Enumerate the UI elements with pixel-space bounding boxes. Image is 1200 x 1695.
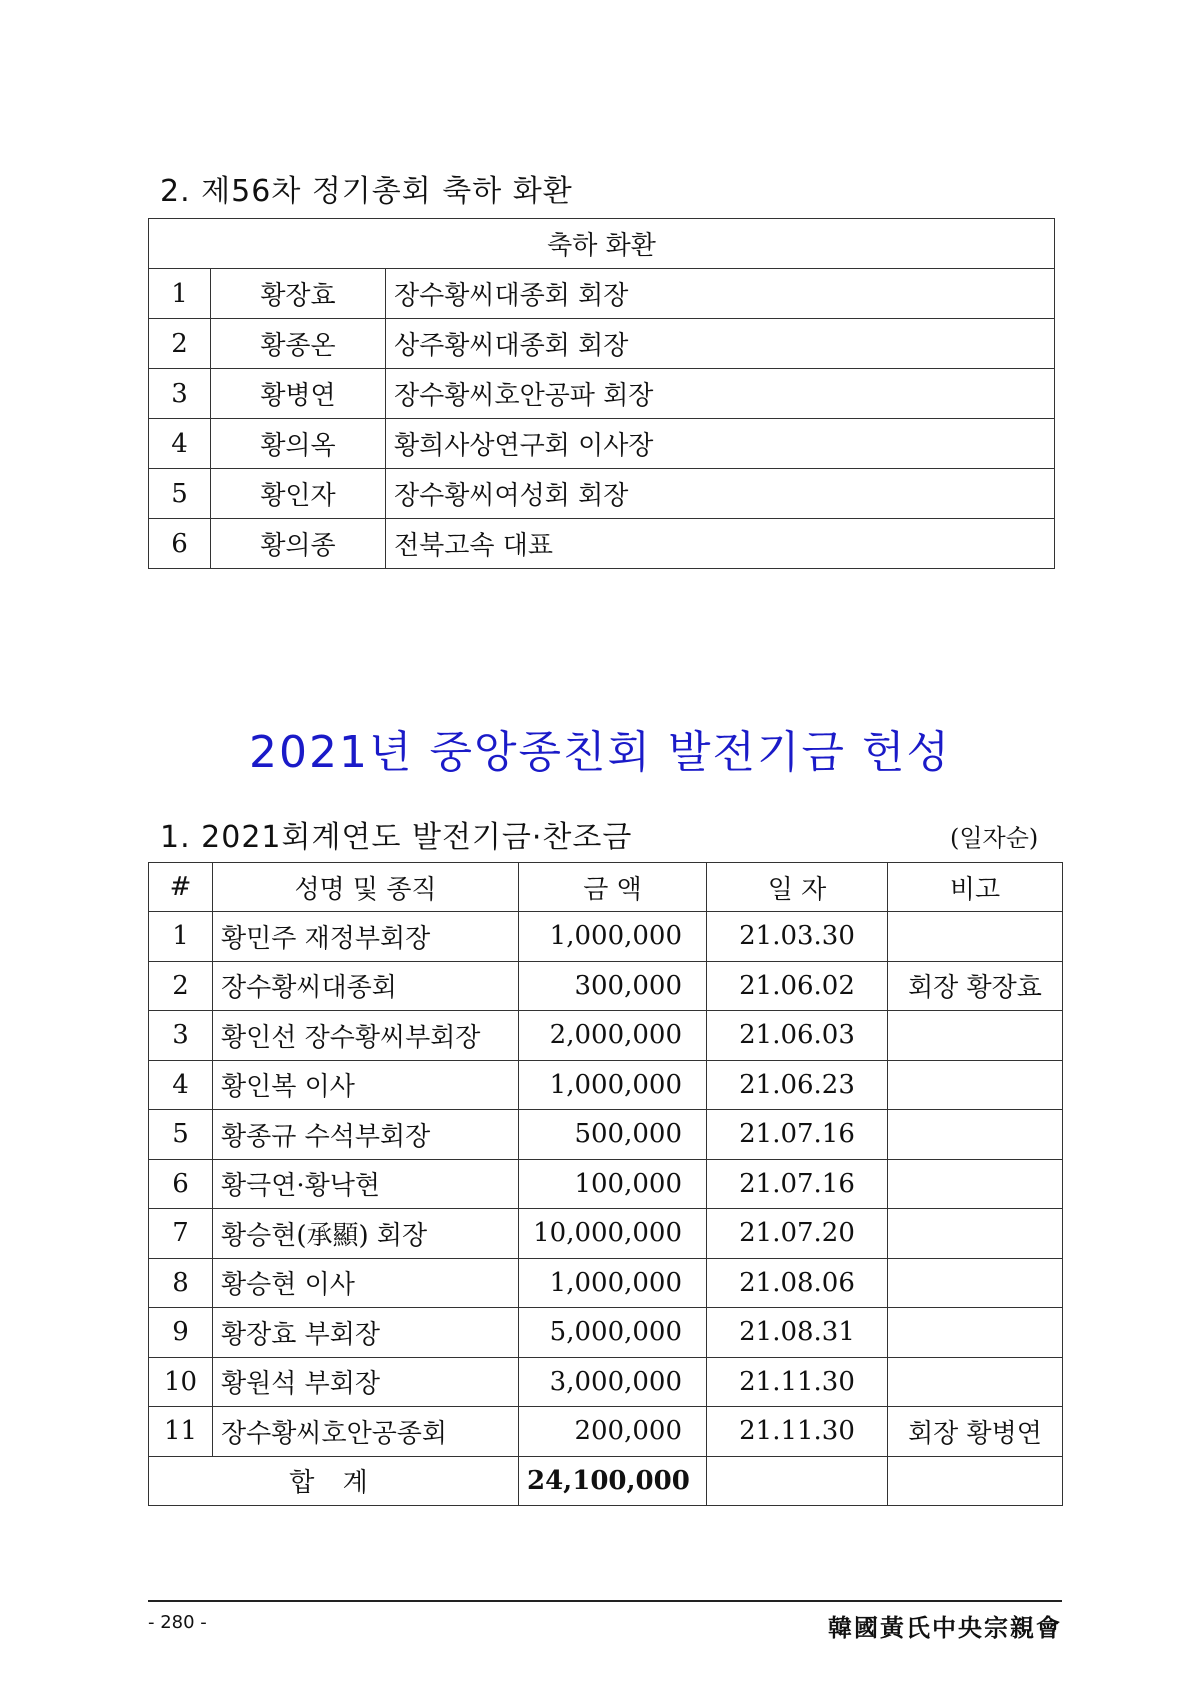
wreath-table bbox=[148, 218, 1055, 569]
footer-brand: 韓國黃氏中央宗親會 bbox=[828, 1613, 1062, 1642]
table-row: 8 황승현 이사 1,000,000 21.08.06 bbox=[149, 1258, 1063, 1308]
table-row: 3 황병연 장수황씨호안공파 회장 bbox=[149, 369, 1055, 419]
table-row: 4 황의옥 황희사상연구회 이사장 bbox=[149, 419, 1055, 469]
table-row: 11 장수황씨호안공종회 200,000 21.11.30 회장 황병연 bbox=[149, 1407, 1063, 1457]
table-row: 4 황인복 이사 1,000,000 21.06.23 bbox=[149, 1060, 1063, 1110]
section1-title: 1. 2021회계연도 발전기금·찬조금 bbox=[160, 820, 633, 855]
table-row: 9 황장효 부회장 5,000,000 21.08.31 bbox=[149, 1308, 1063, 1358]
donation-table bbox=[148, 862, 1063, 1506]
page-title: 2021년 중앙종친회 발전기금 헌성 bbox=[249, 727, 951, 778]
total-row bbox=[149, 1456, 1063, 1506]
table-row: 3 황인선 장수황씨부회장 2,000,000 21.06.03 bbox=[149, 1011, 1063, 1061]
table-row: 1 황민주 재정부회장 1,000,000 21.03.30 bbox=[149, 912, 1063, 962]
table-row: 5 황인자 장수황씨여성회 회장 bbox=[149, 469, 1055, 519]
wreath-table-header: 축하 화환 bbox=[149, 219, 1055, 269]
table-row: 7 황승현(承顯) 회장 10,000,000 21.07.20 bbox=[149, 1209, 1063, 1259]
table-row: 1 황장효 장수황씨대종회 회장 bbox=[149, 269, 1055, 319]
table-row: 5 황종규 수석부회장 500,000 21.07.16 bbox=[149, 1110, 1063, 1160]
table-row: 2 황종온 상주황씨대종회 회장 bbox=[149, 319, 1055, 369]
table-row: 10 황원석 부회장 3,000,000 21.11.30 bbox=[149, 1357, 1063, 1407]
footer-divider bbox=[148, 1600, 1062, 1602]
donation-table-header: # 성명 및 종직 금 액 일 자 비고 bbox=[149, 863, 1063, 912]
page-number: - 280 - bbox=[148, 1612, 207, 1633]
total-amount: 24,100,000 bbox=[519, 1456, 707, 1506]
section2-title: 2. 제56차 정기총회 축하 화환 bbox=[160, 174, 573, 209]
table-row: 2 장수황씨대종회 300,000 21.06.02 회장 황장효 bbox=[149, 961, 1063, 1011]
table-row: 6 황극연·황낙현 100,000 21.07.16 bbox=[149, 1159, 1063, 1209]
total-label: 합 계 bbox=[149, 1456, 519, 1506]
table-row: 6 황의종 전북고속 대표 bbox=[149, 519, 1055, 569]
order-note: (일자순) bbox=[950, 824, 1039, 852]
